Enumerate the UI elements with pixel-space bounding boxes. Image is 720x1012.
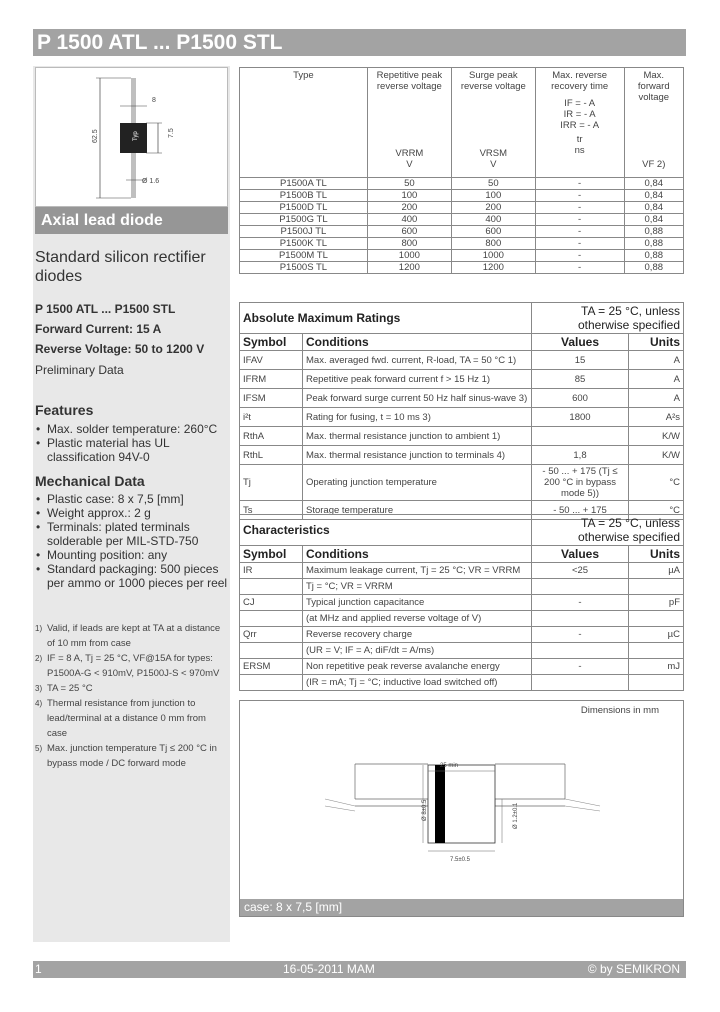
- mechanical-list: [35, 492, 228, 590]
- table-cell: 400: [367, 214, 451, 226]
- table-cell: 0,88: [624, 226, 683, 238]
- table-cell: 600: [532, 389, 629, 408]
- table-cell: mJ: [629, 659, 684, 675]
- dim-width-text: Ø 8±0.5: [422, 799, 428, 821]
- table-cell: -: [535, 178, 624, 190]
- mech-item: • Standard packaging: 500 pieces per ammo or 1000 pieces per reel: [35, 562, 228, 590]
- table-cell: P1500B TL: [240, 190, 368, 202]
- table-cell: Operating junction temperature: [303, 465, 532, 501]
- table-cell: 0,88: [624, 262, 683, 274]
- table-row: [240, 465, 684, 501]
- table-cell: Max. thermal resistance junction to ambient 1): [303, 427, 532, 446]
- table-cell: Tj: [240, 465, 303, 501]
- table-cell: -: [532, 627, 629, 643]
- table-cell: IFSM: [240, 389, 303, 408]
- table-cell: A: [629, 389, 684, 408]
- preliminary-data: Preliminary Data: [35, 363, 124, 377]
- characteristics-table: [239, 514, 684, 691]
- table-row: [240, 351, 684, 370]
- table-cell: 1000: [451, 250, 535, 262]
- table-cell: 600: [367, 226, 451, 238]
- table-cell: i²t: [240, 408, 303, 427]
- table-cell: µC: [629, 627, 684, 643]
- features-heading: Features: [35, 402, 94, 418]
- footnote: 4) Thermal resistance from junction to lead/terminal at a distance 0 mm from case: [35, 698, 206, 739]
- table-cell: <25: [532, 563, 629, 579]
- table-cell: -: [535, 226, 624, 238]
- dim-height-text: Ø 1.2±0.1: [513, 802, 519, 829]
- col-units: Units: [629, 546, 684, 563]
- table-cell: [629, 643, 684, 659]
- footnote: 2) IF = 8 A, Tj = 25 °C, VF@15A for types: P1500A-G < 910mV, P1500J-S < 970mV: [35, 653, 220, 679]
- col-values: Values: [532, 334, 629, 351]
- mech-item: • Terminals: plated terminals solderable per MIL-STD-750: [35, 520, 228, 548]
- table-cell: -: [532, 595, 629, 611]
- table-cell: Ts: [240, 501, 303, 520]
- table-cell: 100: [451, 190, 535, 202]
- table-row: [240, 643, 684, 659]
- col-symbol: Symbol: [240, 546, 303, 563]
- footer-date: 16-05-2011 MAM: [283, 962, 375, 976]
- table-row: [240, 427, 684, 446]
- surge-voltage-header: Surge peak reverse voltage VRSM V: [451, 68, 535, 178]
- table-cell: 0,84: [624, 214, 683, 226]
- feature-item: • Max. solder temperature: 260°C: [35, 422, 228, 436]
- part-range: P 1500 ATL ... P1500 STL: [35, 302, 176, 316]
- forward-current: Forward Current: 15 A: [35, 322, 162, 336]
- table-cell: Repetitive peak forward current f > 15 Hz 1): [303, 370, 532, 389]
- table-cell: 0,84: [624, 190, 683, 202]
- feature-item: • Plastic material has UL classification 94V-0: [35, 436, 228, 464]
- table-cell: 1000: [367, 250, 451, 262]
- diode-illustration: [36, 68, 227, 206]
- dim-dia-bottom-text: Ø 1.6: [142, 178, 160, 185]
- table-row: [240, 202, 684, 214]
- table-cell: [240, 675, 303, 691]
- axial-lead-label: Axial lead diode: [35, 207, 228, 234]
- table-cell: [629, 675, 684, 691]
- mech-item: • Plastic case: 8 x 7,5 [mm]: [35, 492, 228, 506]
- table-cell: P1500K TL: [240, 238, 368, 250]
- col-conditions: Conditions: [303, 334, 532, 351]
- case-caption: case: 8 x 7,5 [mm]: [240, 899, 683, 916]
- table-cell: - 50 ... + 175: [532, 501, 629, 520]
- table-cell: 0,84: [624, 178, 683, 190]
- dim-body-length-text: 7.5±0.5: [450, 857, 470, 863]
- table-cell: Typical junction capacitance: [303, 595, 532, 611]
- rep-voltage-header: Repetitive peak reverse voltage VRRM V: [367, 68, 451, 178]
- dimensions-box: [239, 700, 684, 917]
- table-cell: 1800: [532, 408, 629, 427]
- table-row: [240, 627, 684, 643]
- table-cell: RthA: [240, 427, 303, 446]
- abs-max-condition: TA = 25 °C, unless otherwise specified: [532, 303, 684, 334]
- char-heading: Characteristics: [240, 515, 532, 546]
- table-cell: A: [629, 351, 684, 370]
- footer-copyright: © by SEMIKRON: [587, 962, 680, 976]
- features-list: [35, 422, 228, 464]
- table-cell: P1500D TL: [240, 202, 368, 214]
- char-condition: TA = 25 °C, unless otherwise specified: [532, 515, 684, 546]
- dim-length-text: 62.5: [92, 129, 99, 143]
- table-cell: 85: [532, 370, 629, 389]
- table-cell: K/W: [629, 446, 684, 465]
- table-cell: 0,88: [624, 250, 683, 262]
- table-cell: - 50 ... + 175 (Tj ≤ 200 °C in bypass mode 5)): [532, 465, 629, 501]
- table-cell: [240, 579, 303, 595]
- type-table: [239, 67, 684, 274]
- table-cell: µA: [629, 563, 684, 579]
- table-cell: Non repetitive peak reverse avalanche energy: [303, 659, 532, 675]
- table-cell: [532, 579, 629, 595]
- table-cell: (UR = V; IF = A; diF/dt = A/ms): [303, 643, 532, 659]
- table-cell: Maximum leakage current, Tj = 25 °C; VR = VRRM: [303, 563, 532, 579]
- table-cell: A: [629, 370, 684, 389]
- table-cell: (IR = mA; Tj = °C; inductive load switched off): [303, 675, 532, 691]
- table-cell: -: [535, 190, 624, 202]
- table-cell: [240, 611, 303, 627]
- dimension-drawing: [240, 711, 683, 901]
- forward-voltage-header: Max. forward voltage VF 2): [624, 68, 683, 178]
- table-cell: [532, 611, 629, 627]
- table-cell: 1200: [451, 262, 535, 274]
- table-row: [240, 408, 684, 427]
- table-cell: 200: [451, 202, 535, 214]
- table-cell: -: [535, 238, 624, 250]
- dimensions-label: Dimensions in mm: [580, 705, 659, 716]
- table-row: [240, 250, 684, 262]
- table-cell: Storage temperature: [303, 501, 532, 520]
- table-cell: Reverse recovery charge: [303, 627, 532, 643]
- table-cell: Max. averaged fwd. current, R-load, TA = 50 °C 1): [303, 351, 532, 370]
- table-row: [240, 214, 684, 226]
- dim-dia-top-text: 8: [152, 97, 156, 104]
- table-row: [240, 563, 684, 579]
- table-row: [240, 595, 684, 611]
- table-cell: P1500A TL: [240, 178, 368, 190]
- table-row: [240, 190, 684, 202]
- table-cell: 100: [367, 190, 451, 202]
- diode-drawing: [35, 67, 228, 207]
- mech-item: • Mounting position: any: [35, 548, 228, 562]
- table-cell: 600: [451, 226, 535, 238]
- table-row: [240, 446, 684, 465]
- table-cell: °C: [629, 465, 684, 501]
- footnotes: [35, 621, 228, 771]
- table-cell: °C: [629, 501, 684, 520]
- table-cell: Tj = °C; VR = VRRM: [303, 579, 532, 595]
- table-cell: 0,84: [624, 202, 683, 214]
- type-header: Type: [240, 68, 368, 178]
- table-row: [240, 370, 684, 389]
- page-title: P 1500 ATL ... P1500 STL: [33, 29, 686, 56]
- table-cell: K/W: [629, 427, 684, 446]
- table-cell: [532, 427, 629, 446]
- dim-body-text: 7.5: [168, 128, 175, 138]
- table-cell: IFRM: [240, 370, 303, 389]
- table-cell: 800: [451, 238, 535, 250]
- table-cell: 15: [532, 351, 629, 370]
- table-row: [240, 238, 684, 250]
- table-row: [240, 389, 684, 408]
- table-cell: P1500S TL: [240, 262, 368, 274]
- table-cell: Qrr: [240, 627, 303, 643]
- footnote: 1) Valid, if leads are kept at TA at a distance of 10 mm from case: [35, 623, 221, 649]
- table-row: [240, 262, 684, 274]
- table-row: [240, 178, 684, 190]
- table-cell: Rating for fusing, t = 10 ms 3): [303, 408, 532, 427]
- table-row: [240, 579, 684, 595]
- table-cell: 1,8: [532, 446, 629, 465]
- table-cell: [532, 675, 629, 691]
- table-cell: P1500J TL: [240, 226, 368, 238]
- table-cell: IFAV: [240, 351, 303, 370]
- recovery-time-header: Max. reverse recovery time IF = - A IR = - A IRR = - A tr ns: [535, 68, 624, 178]
- table-cell: IR: [240, 563, 303, 579]
- table-cell: pF: [629, 595, 684, 611]
- col-conditions: Conditions: [303, 546, 532, 563]
- mechanical-heading: Mechanical Data: [35, 473, 145, 489]
- page-number: 1: [35, 962, 42, 976]
- table-cell: ERSM: [240, 659, 303, 675]
- table-cell: 50: [451, 178, 535, 190]
- table-cell: -: [535, 262, 624, 274]
- table-cell: [240, 643, 303, 659]
- footnote: 5) Max. junction temperature Tj ≤ 200 °C in bypass mode / DC forward mode: [35, 743, 217, 769]
- col-symbol: Symbol: [240, 334, 303, 351]
- table-cell: 400: [451, 214, 535, 226]
- table-cell: 800: [367, 238, 451, 250]
- table-cell: -: [535, 214, 624, 226]
- table-cell: Peak forward surge current 50 Hz half sinus-wave 3): [303, 389, 532, 408]
- footnote: 3) TA = 25 °C: [35, 683, 93, 694]
- reverse-voltage: Reverse Voltage: 50 to 1200 V: [35, 342, 205, 356]
- page-footer: [33, 961, 686, 978]
- product-subtitle: Standard silicon rectifier diodes: [35, 249, 206, 285]
- table-cell: 1200: [367, 262, 451, 274]
- table-row: [240, 611, 684, 627]
- table-cell: -: [532, 659, 629, 675]
- table-cell: (at MHz and applied reverse voltage of V): [303, 611, 532, 627]
- table-cell: A²s: [629, 408, 684, 427]
- table-cell: P1500M TL: [240, 250, 368, 262]
- col-units: Units: [629, 334, 684, 351]
- abs-max-heading: Absolute Maximum Ratings: [240, 303, 532, 334]
- table-cell: [629, 579, 684, 595]
- abs-max-table: [239, 302, 684, 520]
- table-cell: [629, 611, 684, 627]
- col-values: Values: [532, 546, 629, 563]
- table-cell: RthL: [240, 446, 303, 465]
- table-cell: 200: [367, 202, 451, 214]
- table-cell: Max. thermal resistance junction to terminals 4): [303, 446, 532, 465]
- table-cell: -: [535, 250, 624, 262]
- table-row: [240, 659, 684, 675]
- table-cell: 0,88: [624, 238, 683, 250]
- dim-lead-text: 25 min: [440, 763, 459, 769]
- table-cell: -: [535, 202, 624, 214]
- diode-body-text: Typ: [133, 131, 139, 141]
- table-cell: CJ: [240, 595, 303, 611]
- table-cell: P1500G TL: [240, 214, 368, 226]
- table-cell: [532, 643, 629, 659]
- mech-item: • Weight approx.: 2 g: [35, 506, 228, 520]
- table-row: [240, 675, 684, 691]
- table-cell: 50: [367, 178, 451, 190]
- table-row: [240, 226, 684, 238]
